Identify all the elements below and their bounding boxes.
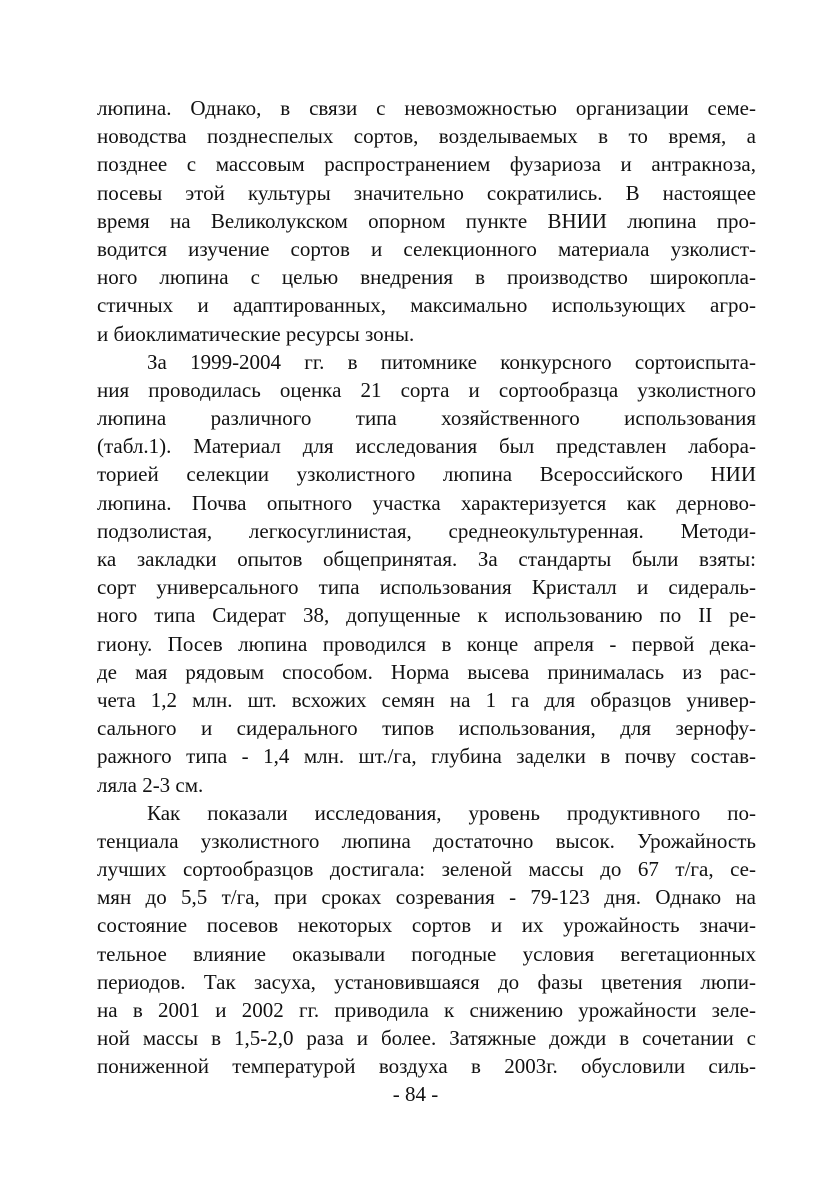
text-line: стичных и адаптированных, максимально использующих агро- — [97, 293, 756, 318]
text-line: люпина различного типа хозяйственного использования — [97, 406, 756, 431]
text-line: новодства позднеспелых сортов, возделываемых в то время, а — [97, 124, 756, 149]
text-line: сорт универсального типа использования Кристалл и сидераль- — [97, 575, 756, 600]
text-line: сального и сидерального типов использования, для зернофу- — [97, 716, 756, 741]
text-line: время на Великолукском опорном пункте ВНИИ люпина про- — [97, 208, 756, 233]
text-line: состояние посевов некоторых сортов и их урожайность значи- — [97, 913, 756, 938]
paragraph-2 — [97, 348, 756, 799]
text-line: ка закладки опытов общепринятая. За стандарты были взяты: — [97, 547, 756, 571]
text-line: люпина. Однако, в связи с невозможностью организации семе- — [97, 96, 756, 120]
text-line: ражного типа - 1,4 млн. шт./га, глубина заделки в почву состав- — [97, 744, 756, 769]
text-line: водится изучение сортов и селекционного материала узколист- — [97, 236, 756, 261]
paragraph-3 — [97, 799, 756, 1081]
text-line: Как показали исследования, уровень продуктивного по- — [147, 800, 756, 825]
text-line: на в 2001 и 2002 гг. приводила к снижению урожайности зеле- — [97, 998, 756, 1022]
text-line: и биоклиматические ресурсы зоны. — [97, 321, 415, 346]
text-line: чета 1,2 млн. шт. всхожих семян на 1 га для образцов универ- — [97, 687, 756, 712]
text-line: торией селекции узколистного люпина Всероссийского НИИ — [97, 462, 756, 487]
text-line: ния проводилась оценка 21 сорта и сортообразца узколистного — [97, 377, 756, 402]
text-line: подзолистая, легкосуглинистая, среднеокультуренная. Методи- — [97, 518, 756, 543]
text-line: лучших сортообразцов достигала: зеленой массы до 67 т/га, се- — [97, 857, 756, 882]
text-line: тельное влияние оказывали погодные условия вегетационных — [97, 941, 756, 966]
text-line: мян до 5,5 т/га, при сроках созревания - 79-123 дня. Однако на — [97, 885, 756, 910]
text-line: пониженной температурой воздуха в 2003г. обусловили силь- — [97, 1054, 756, 1079]
text-line: посевы этой культуры значительно сократились. В настоящее — [97, 180, 756, 205]
page-number: - 84 - — [392, 1082, 439, 1106]
text-line: ного люпина с целью внедрения в производство широкопла- — [97, 265, 756, 290]
text-line: тенциала узколистного люпина достаточно высок. Урожайность — [97, 828, 756, 853]
text-line: гиону. Посев люпина проводился в конце апреля - первой дека- — [97, 631, 756, 656]
text-line: позднее с массовым распространением фузариоза и антракноза, — [97, 152, 756, 177]
text-line: ного типа Сидерат 38, допущенные к использованию по II ре- — [97, 603, 756, 628]
text-line: периодов. Так засуха, установившаяся до фазы цветения люпи- — [97, 969, 756, 994]
page-body — [97, 94, 756, 1081]
paragraph-1 — [97, 94, 756, 348]
text-line: люпина. Почва опытного участка характеризуется как дерново- — [97, 490, 756, 515]
text-line: ляла 2-3 см. — [97, 772, 204, 797]
text-line: За 1999-2004 гг. в питомнике конкурсного сортоиспыта- — [147, 349, 756, 374]
text-line: де мая рядовым способом. Норма высева принималась из рас- — [97, 659, 756, 684]
text-line: ной массы в 1,5-2,0 раза и более. Затяжные дожди в сочетании с — [97, 1026, 756, 1051]
text-line: (табл.1). Материал для исследования был представлен лабора- — [97, 434, 756, 459]
